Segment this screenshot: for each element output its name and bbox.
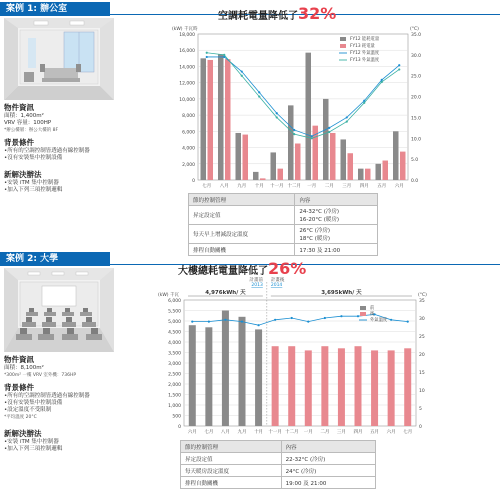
x-tick-label: 二月 [324,184,334,189]
x-tick-label: 一月 [307,184,317,189]
bar [365,169,371,180]
y-tick-label: 5,000 [168,320,181,325]
bar [271,152,277,180]
case1-info-area: 面積：1,400m² [4,113,44,119]
line-point [293,133,295,135]
case2-table-col2: 內容 [281,441,375,453]
case2-bg-note: *平均溫度 20°C [4,415,37,420]
y2-tick-label: 30 [419,317,425,322]
x-tick-label: 九月 [237,430,247,435]
legend-label: FY13 外氣溫度 [350,58,380,63]
bar [371,350,378,426]
line-point [258,95,260,97]
x-tick-label: 六月 [187,430,197,435]
bar [201,58,207,180]
bar [255,329,262,426]
y-tick-label: 2,000 [182,162,195,168]
y2-tick-label: 5 [419,407,422,412]
x-tick-label: 七月 [403,430,413,435]
case1-sol-title: 新解決辦法 [4,170,42,179]
bar [400,152,406,180]
case2-table-row-key: 每天暖房設定溫度 [181,465,282,477]
x-tick-label: 一月 [303,430,313,435]
line-point [398,64,400,66]
case2-title-pct: 26% [268,259,307,278]
y2-tick-label: 5.0 [411,158,419,164]
x-tick-label: 四月 [353,430,363,435]
y2-tick-label: 10 [419,389,425,394]
case2-info-area: 面積：8,100m² [4,365,44,371]
case2-table-row-val: 24°C (冷房) [281,465,375,477]
bar [341,139,347,180]
line-point [276,116,278,118]
x-tick-label: 十二月 [287,184,301,189]
bar [243,135,249,180]
bar [205,327,212,426]
legend-swatch [340,44,346,48]
case1-office-illustration [4,18,114,100]
y-tick-label: 8,000 [182,114,195,120]
line-point [241,75,243,77]
y-tick-label: 3,000 [168,362,181,367]
y-tick-label: 4,000 [168,341,181,346]
line-point [293,129,295,131]
y2-tick-label: 25 [419,335,425,340]
bar [323,99,329,180]
after-label: 計畫後 [270,278,285,283]
line-point [346,121,348,123]
case2-bg-line: •設定溫度不受限制 [4,407,52,413]
y-tick-label: 10,000 [179,97,195,103]
legend-label: FY12 能耗電量 [350,37,380,42]
bar [278,169,284,180]
y-tick-label: 3,500 [168,351,181,357]
y2-tick-label: 15.0 [411,116,422,122]
legend-swatch [360,306,366,310]
case2-classroom-illustration [4,268,114,352]
bar [218,54,224,180]
case1-info-capacity: VRV 容量：100HP [4,120,52,126]
case2-table-col1: 節約控制管理 [181,441,282,453]
case1-info-note: *辦公樓層：辦公大樓的 8F [4,128,59,133]
case1-table-row-val: 26°C (冷房) 18°C (暖房) [295,225,378,244]
bar [260,178,266,180]
case2-bg-line: •所有的空調控制皆透過有線控制器 [4,393,90,399]
y2-tick-label: 30.0 [411,53,422,59]
y-tick-label: 2,000 [168,383,181,388]
bar [239,317,246,426]
before-label: 計畫前 [249,278,263,283]
bar [388,350,395,426]
y-tick-label: 6,000 [168,299,181,304]
x-tick-label: 八月 [220,430,230,435]
y2-tick-label: 25.0 [411,74,422,80]
line-point [274,319,276,321]
case2-sol-line: •加入下列三項控制邏輯 [4,446,63,452]
x-tick-label: 七月 [204,430,214,435]
case1-chart [164,24,434,192]
legend-swatch [340,37,346,41]
case2-bg-line: •沒有安裝集中控制設備 [4,400,63,406]
line-point [276,112,278,114]
x-tick-label: 九月 [237,184,247,189]
bar [348,153,354,180]
case1-table-row-key: 昇定設定值 [189,206,295,225]
x-tick-label: 十二月 [284,430,299,435]
case1-table-col2: 內容 [295,194,378,206]
bar [222,311,229,427]
y2-tick-label: 35 [419,299,425,304]
line-point [223,54,225,56]
y2-axis-label: (°C) [418,293,427,298]
x-tick-label: 七月 [202,184,212,189]
line-point [224,319,226,321]
case1-title-text: 空調耗電量降低了 [218,11,298,22]
y-tick-label: 1,500 [168,393,181,399]
case1-bg-line: •所有的空調控制皆透過有線控制器 [4,148,90,154]
bar [236,133,242,180]
line-point [398,68,400,70]
case1-sol-line: •加入下列三項控制邏輯 [4,187,63,193]
x-tick-label: 八月 [219,184,229,189]
line-point [363,102,365,104]
bar [355,346,362,426]
bar [295,144,301,181]
bar [305,350,312,426]
bar [383,161,389,180]
line-point [328,131,330,133]
x-tick-label: 六月 [386,430,396,435]
legend-label: 前 [370,306,375,311]
case2-bg-title: 背景條件 [4,383,34,392]
before-average: 4,976kWh/ 天 [205,290,246,296]
after-average: 3,695kWh/ 天 [321,290,362,296]
case2-sol-line: •安裝 iTM 集中控制器 [4,439,59,445]
bar [288,346,295,426]
case1-bg-line: •沒有安裝集中控制設備 [4,155,63,161]
y-tick-label: 12,000 [179,81,195,87]
case1-table-row-key: 排程自動關機 [189,244,295,256]
y-tick-label: 2,500 [168,372,181,378]
x-tick-label: 十月 [254,430,264,435]
line-point [206,52,208,54]
case1-table [188,193,378,256]
bar [225,59,231,180]
y-tick-label: 0 [178,425,181,430]
bar [404,348,411,426]
bar [393,131,399,180]
y2-tick-label: 15 [419,371,425,376]
y-tick-label: 16,000 [179,49,195,55]
line-point [381,79,383,81]
bar [208,60,214,180]
line-point [208,321,210,323]
line-point [307,321,309,323]
bar [189,325,196,426]
y-tick-label: 14,000 [179,65,195,71]
bar [376,164,382,180]
line-point [346,116,348,118]
bar [330,133,336,180]
x-tick-label: 五月 [370,430,380,435]
case2-title-text: 大樓總耗電量降低了 [178,266,268,277]
case1-info-title: 物件資訊 [4,103,34,112]
line-point [407,321,409,323]
before-year: 2013 [251,283,263,288]
y-tick-label: 5,500 [168,309,181,315]
x-tick-label: 二月 [320,430,330,435]
case2-table-row-key: 昇定設定值 [181,453,282,465]
line-point [340,315,342,317]
x-tick-label: 六月 [394,184,404,189]
line-point [390,319,392,321]
case2-header-label: 案例 2: 大學 [6,254,59,264]
bar [321,346,328,426]
legend-label: FY13 耗電量 [350,44,375,49]
case2-table [180,440,376,489]
line-point [357,315,359,317]
y2-tick-label: 0.0 [411,179,419,184]
y2-tick-label: 20 [419,353,425,358]
x-tick-label: 三月 [336,430,346,435]
case1-title-pct: 32% [298,4,337,23]
line-point [381,81,383,83]
x-tick-label: 十一月 [268,430,282,435]
case1-table-row-key: 每天早上增減設定溫度 [189,225,295,244]
y-tick-label: 4,500 [168,330,181,336]
line-point [241,321,243,323]
bar [272,346,279,426]
case2-table-row-key: 排程自動關機 [181,477,282,489]
line-point [311,137,313,139]
case1-table-row-val: 17:30 及 21:00 [295,244,378,256]
case1-table-col1: 節約控制管理 [189,194,295,206]
case1-info [4,103,154,194]
y-tick-label: 1,000 [168,404,181,409]
case2-chart [154,276,446,436]
line-point [291,317,293,319]
line-point [324,317,326,319]
x-tick-label: 十月 [254,184,264,189]
line-point [206,56,208,58]
bar [338,348,345,426]
y-axis-label: (kW) 千瓦時 [172,27,198,32]
legend-swatch [360,312,366,316]
y-axis-label: (kW) 千瓦 [158,293,179,298]
case1-table-row-val: 24-32°C (冷房) 16-20°C (暖房) [295,206,378,225]
case2-sol-title: 新解決辦法 [4,429,42,438]
line-point [328,127,330,129]
y-tick-label: 6,000 [182,130,195,136]
bar [288,105,294,180]
bar [306,53,312,180]
line-point [311,135,313,137]
case2-table-row-val: 22-32°C (冷房) [281,453,375,465]
y-tick-label: 18,000 [179,33,195,38]
y2-tick-label: 10.0 [411,137,422,143]
y2-tick-label: 35.0 [411,33,422,38]
y2-axis-label: (°C) [410,27,419,32]
case2-info-note: *300m² 一樓 VRV 室外機：736HP [4,373,77,378]
case1-sol-line: •安裝 iTM 集中控制器 [4,180,59,186]
case1-header-label: 案例 1: 辦公室 [6,4,68,14]
legend-label: FY12 外氣溫度 [350,51,380,56]
x-tick-label: 四月 [359,184,369,189]
line-point [258,91,260,93]
y2-tick-label: 20.0 [411,95,422,101]
line-point [241,70,243,72]
y-tick-label: 500 [172,414,181,420]
y-tick-label: 0 [192,179,195,184]
x-tick-label: 十一月 [270,184,284,189]
legend-label: 外氣溫度 [370,318,388,323]
case2-info-title: 物件資訊 [4,355,34,364]
x-tick-label: 五月 [377,184,387,189]
x-tick-label: 三月 [342,184,352,189]
line-point [191,321,193,323]
case2-info [4,355,154,453]
y2-tick-label: 0 [419,425,422,430]
bar [253,172,259,180]
bar [358,169,364,180]
case2-table-row-val: 19:00 及 21:00 [281,477,375,489]
case1-bg-title: 背景條件 [4,138,34,147]
legend-label: 後 [370,312,375,317]
y-tick-label: 4,000 [182,146,195,152]
after-year: 2014 [270,283,283,288]
line-point [257,324,259,326]
case1-chart-title [218,4,336,23]
